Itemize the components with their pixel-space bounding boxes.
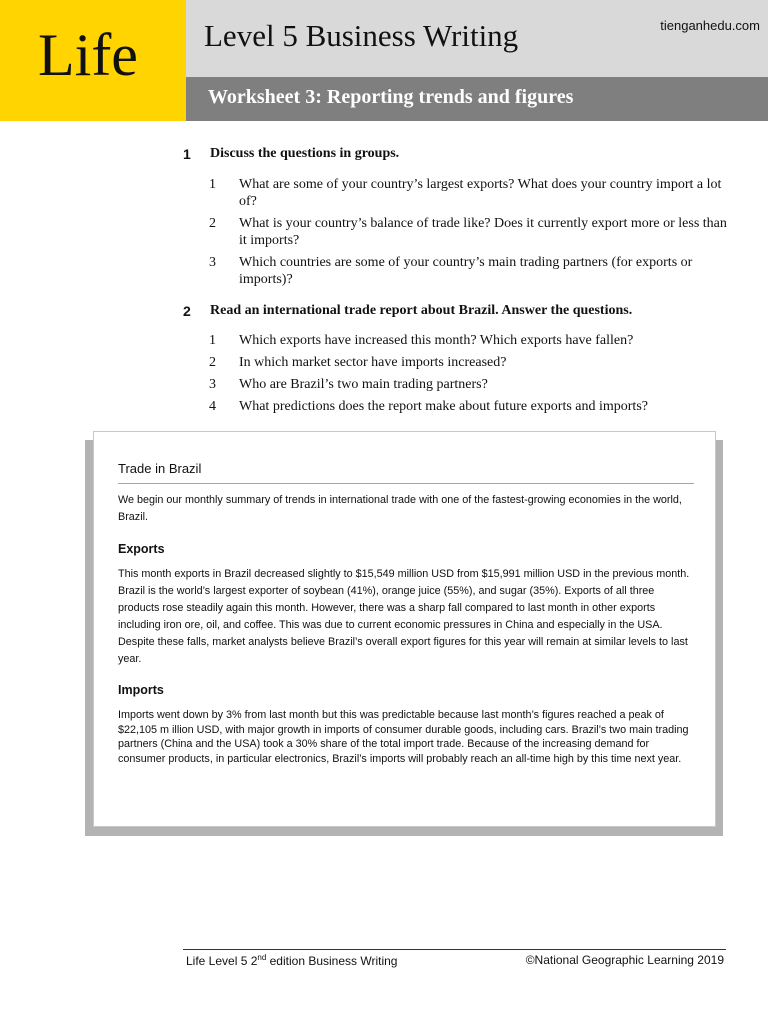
footer-rule (183, 949, 726, 950)
title-bar (186, 0, 768, 77)
worksheet-subtitle: Worksheet 3: Reporting trends and figures (208, 86, 574, 108)
question-item (209, 332, 728, 349)
article-title: Trade in Brazil (118, 461, 202, 476)
page-title: Level 5 Business Writing (204, 18, 519, 53)
question-number: 1 (209, 177, 216, 192)
footer-edition-sup: nd (257, 953, 267, 962)
site-url: tienganhedu.com (660, 18, 760, 33)
footer-edition (186, 953, 397, 968)
article-intro: We begin our monthly summary of trends in international trade with one of the fastest-growing economies in the world, Brazil. (118, 494, 682, 523)
question-item (209, 354, 728, 371)
question-item (209, 215, 728, 249)
question-number: 2 (209, 355, 216, 370)
section-number: 1 (183, 146, 191, 162)
question-number: 3 (209, 377, 216, 392)
question-text: What is your country’s balance of trade like? Does it currently export more or less than it imports? (239, 216, 727, 248)
subtitle-bar (186, 77, 768, 121)
question-item (209, 376, 728, 393)
imports-heading: Imports (118, 683, 164, 697)
exports-heading: Exports (118, 542, 165, 556)
logo: Life (38, 22, 138, 88)
logo-box (0, 0, 186, 121)
article-box (93, 431, 716, 827)
question-number: 2 (209, 216, 216, 231)
question-item (209, 176, 728, 210)
article-title-rule (118, 483, 694, 484)
question-number: 3 (209, 255, 216, 270)
footer-copyright: ©National Geographic Learning 2019 (525, 953, 724, 967)
section-number: 2 (183, 303, 191, 319)
question-text: What predictions does the report make about future exports and imports? (239, 399, 648, 414)
question-item (209, 254, 728, 288)
exports-text: This month exports in Brazil decreased slightly to $15,549 million USD from $15,991 million USD in the previous month. Brazil is the world’s largest exporter of soybean (41%), orange juice (55%), and sugar (35%). Exports of all three products rose steadily again this month. However, there was a sharp fall compared to last month in other exports including iron ore, oil, and coffee. This was due to current economic pressures in China and especially in the USA. Despite these falls, market analysts believe Brazil’s overall export figures for this year will remain at similar levels to last year. (118, 568, 690, 665)
question-number: 4 (209, 399, 216, 414)
question-text: What are some of your country’s largest exports? What does your country import a lot of? (239, 177, 722, 209)
question-list (209, 176, 728, 288)
question-text: Who are Brazil’s two main trading partners? (239, 377, 488, 392)
footer-edition-part: Life Level 5 2 (186, 954, 258, 968)
question-list (209, 332, 728, 415)
question-text: In which market sector have imports increased? (239, 355, 507, 370)
question-number: 1 (209, 333, 216, 348)
section-heading: Read an international trade report about Brazil. Answer the questions. (210, 303, 633, 318)
question-text: Which countries are some of your country’s main trading partners (for exports or imports)? (239, 255, 693, 287)
section-heading: Discuss the questions in groups. (210, 146, 400, 161)
question-item (209, 398, 728, 415)
footer-edition-part: edition Business Writing (266, 954, 398, 968)
question-text: Which exports have increased this month? Which exports have fallen? (239, 333, 634, 348)
imports-text: Imports went down by 3% from last month but this was predictable because last month’s figures reached a peak of $22,105 m illion USD, with major growth in imports of consumer durable goods, including cars. Brazil’s two main trading partners (China and the USA) took a 30% share of the total import trade. Because of the increasing demand for consumer products, in particular electronics, Brazil’s imports will probably reach an all-time high by this time next year. (118, 709, 689, 765)
